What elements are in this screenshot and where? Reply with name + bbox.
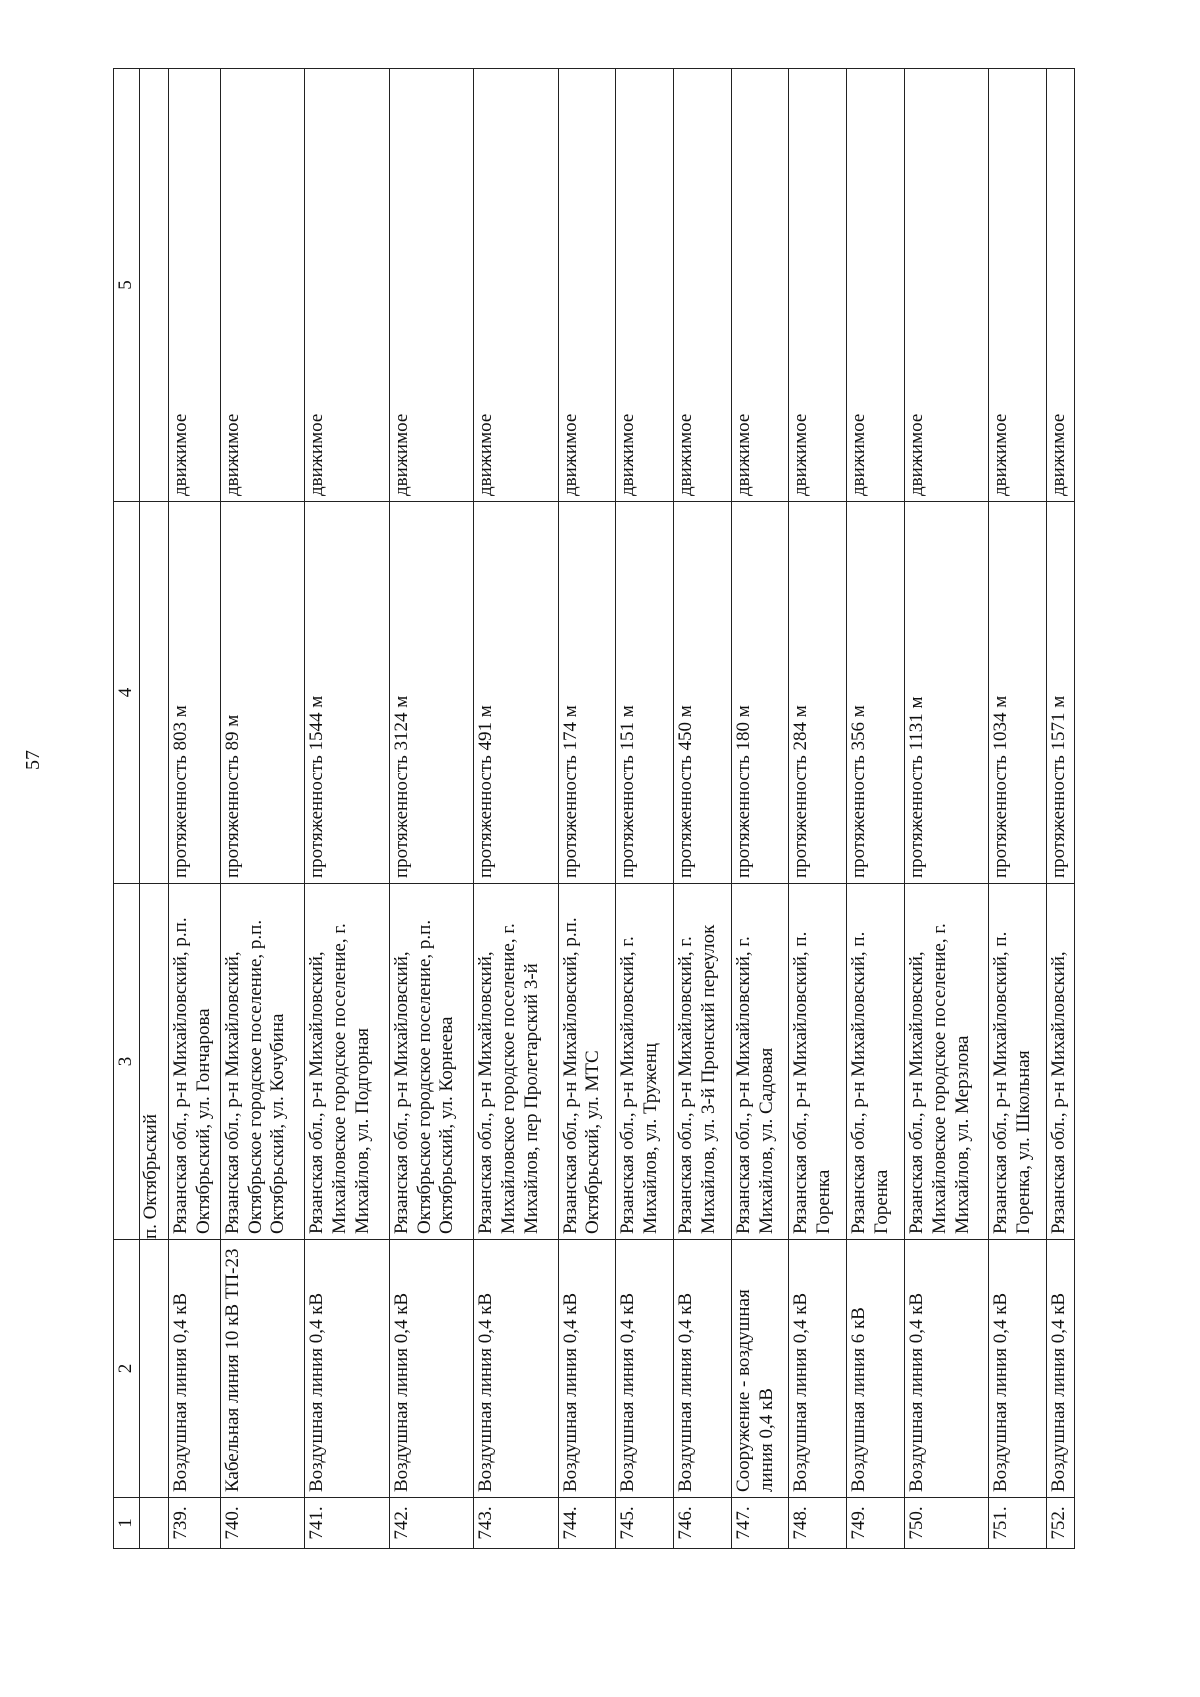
continuation-address: п. Октябрьский [140,884,169,1240]
table-row [989,69,1047,1549]
object-name: Воздушная линия 0,4 кВ [305,1240,389,1498]
object-length: протяженность 151 м [616,502,674,884]
object-length: протяженность 450 м [674,502,732,884]
row-number: 751. [989,1498,1047,1549]
table-header-row [114,69,140,1549]
rotated-table-wrapper [113,69,1075,1549]
object-address: Рязанская обл., р-н Михайловский, г. Михайлов, ул. Садовая [731,884,789,1240]
table-row [558,69,616,1549]
object-address: Рязанская обл., р-н Михайловский, Октябрьское городское поселение, р.п. Октябрьский, ул. Корнеева [389,884,473,1240]
row-number: 744. [558,1498,616,1549]
property-type: движимое [168,69,220,502]
object-name: Воздушная линия 0,4 кВ [1047,1240,1075,1498]
column-header: 4 [114,502,140,884]
object-address: Рязанская обл., р-н Михайловский, г. Михайлов, ул. 3-й Пронский переулок [674,884,732,1240]
row-number: 746. [674,1498,732,1549]
property-registry-table [113,68,1075,1549]
table-row [1047,69,1075,1549]
object-address: Рязанская обл., р-н Михайловский, п. Горенка [847,884,905,1240]
property-type: движимое [904,69,988,502]
object-length: протяженность 491 м [474,502,558,884]
object-length: протяженность 1131 м [904,502,988,884]
object-length: протяженность 284 м [789,502,847,884]
property-type: движимое [558,69,616,502]
object-address: Рязанская обл., р-н Михайловский, п. Горенка, ул. Школьная [989,884,1047,1240]
property-type: движимое [989,69,1047,502]
object-name: Воздушная линия 0,4 кВ [989,1240,1047,1498]
table-row [220,69,304,1549]
object-length: протяженность 1544 м [305,502,389,884]
row-number: 747. [731,1498,789,1549]
table-row [168,69,220,1549]
column-header: 3 [114,884,140,1240]
table-row [305,69,389,1549]
object-name: Воздушная линия 0,4 кВ [558,1240,616,1498]
property-type: движимое [789,69,847,502]
object-name: Воздушная линия 0,4 кВ [474,1240,558,1498]
object-name: Воздушная линия 0,4 кВ [789,1240,847,1498]
column-header: 1 [114,1498,140,1549]
table-row [789,69,847,1549]
object-name: Воздушная линия 0,4 кВ [389,1240,473,1498]
table-row [904,69,988,1549]
object-length: протяженность 356 м [847,502,905,884]
object-length: протяженность 3124 м [389,502,473,884]
row-number: 741. [305,1498,389,1549]
table-row [616,69,674,1549]
property-type: движимое [305,69,389,502]
property-type: движимое [674,69,732,502]
table-row [674,69,732,1549]
row-number: 745. [616,1498,674,1549]
object-name: Кабельная линия 10 кВ ТП-23 [220,1240,304,1498]
object-name: Воздушная линия 0,4 кВ [904,1240,988,1498]
object-address: Рязанская обл., р-н Михайловский, Михайловское городское поселение, г. Михайлов, ул. Мерзлова [904,884,988,1240]
row-number: 742. [389,1498,473,1549]
object-length: протяженность 1034 м [989,502,1047,884]
row-number: 748. [789,1498,847,1549]
object-length: протяженность 180 м [731,502,789,884]
property-type: движимое [389,69,473,502]
page-number: 57 [22,750,44,770]
table-row [389,69,473,1549]
property-type: движимое [731,69,789,502]
object-address: Рязанская обл., р-н Михайловский, п. Горенка [789,884,847,1240]
object-length: протяженность 1571 м [1047,502,1075,884]
object-length: протяженность 803 м [168,502,220,884]
object-address: Рязанская обл., р-н Михайловский, Михайловское городское поселение, г. Михайлов, ул. Подгорная [305,884,389,1240]
object-name: Воздушная линия 0,4 кВ [168,1240,220,1498]
object-length: протяженность 174 м [558,502,616,884]
table-row [731,69,789,1549]
property-type: движимое [220,69,304,502]
object-name: Воздушная линия 0,4 кВ [674,1240,732,1498]
property-type: движимое [616,69,674,502]
row-number: 752. [1047,1498,1075,1549]
row-number: 743. [474,1498,558,1549]
table-row [474,69,558,1549]
object-address: Рязанская обл., р-н Михайловский, р.п. Октябрьский, ул. МТС [558,884,616,1240]
column-header: 5 [114,69,140,502]
table-row [847,69,905,1549]
object-address: Рязанская обл., р-н Михайловский, Михайловское городское поселение, г. Михайлов, пер Пролетарский 3-й [474,884,558,1240]
row-number: 749. [847,1498,905,1549]
object-address: Рязанская обл., р-н Михайловский, г. Михайлов, ул. Труженц [616,884,674,1240]
object-length: протяженность 89 м [220,502,304,884]
property-type: движимое [474,69,558,502]
object-name: Воздушная линия 0,4 кВ [616,1240,674,1498]
object-address: Рязанская обл., р-н Михайловский, р.п. Октябрьский, ул. Гончарова [168,884,220,1240]
object-name: Воздушная линия 6 кВ [847,1240,905,1498]
property-type: движимое [1047,69,1075,502]
property-type: движимое [847,69,905,502]
column-header: 2 [114,1240,140,1498]
object-name: Сооружение - воздушная линия 0,4 кВ [731,1240,789,1498]
row-number: 750. [904,1498,988,1549]
object-address: Рязанская обл., р-н Михайловский, Октябрьское городское поселение, р.п. Октябрьский, ул. Кочубина [220,884,304,1240]
continuation-row [140,69,169,1549]
row-number: 739. [168,1498,220,1549]
object-address: Рязанская обл., р-н Михайловский, [1047,884,1075,1240]
row-number: 740. [220,1498,304,1549]
